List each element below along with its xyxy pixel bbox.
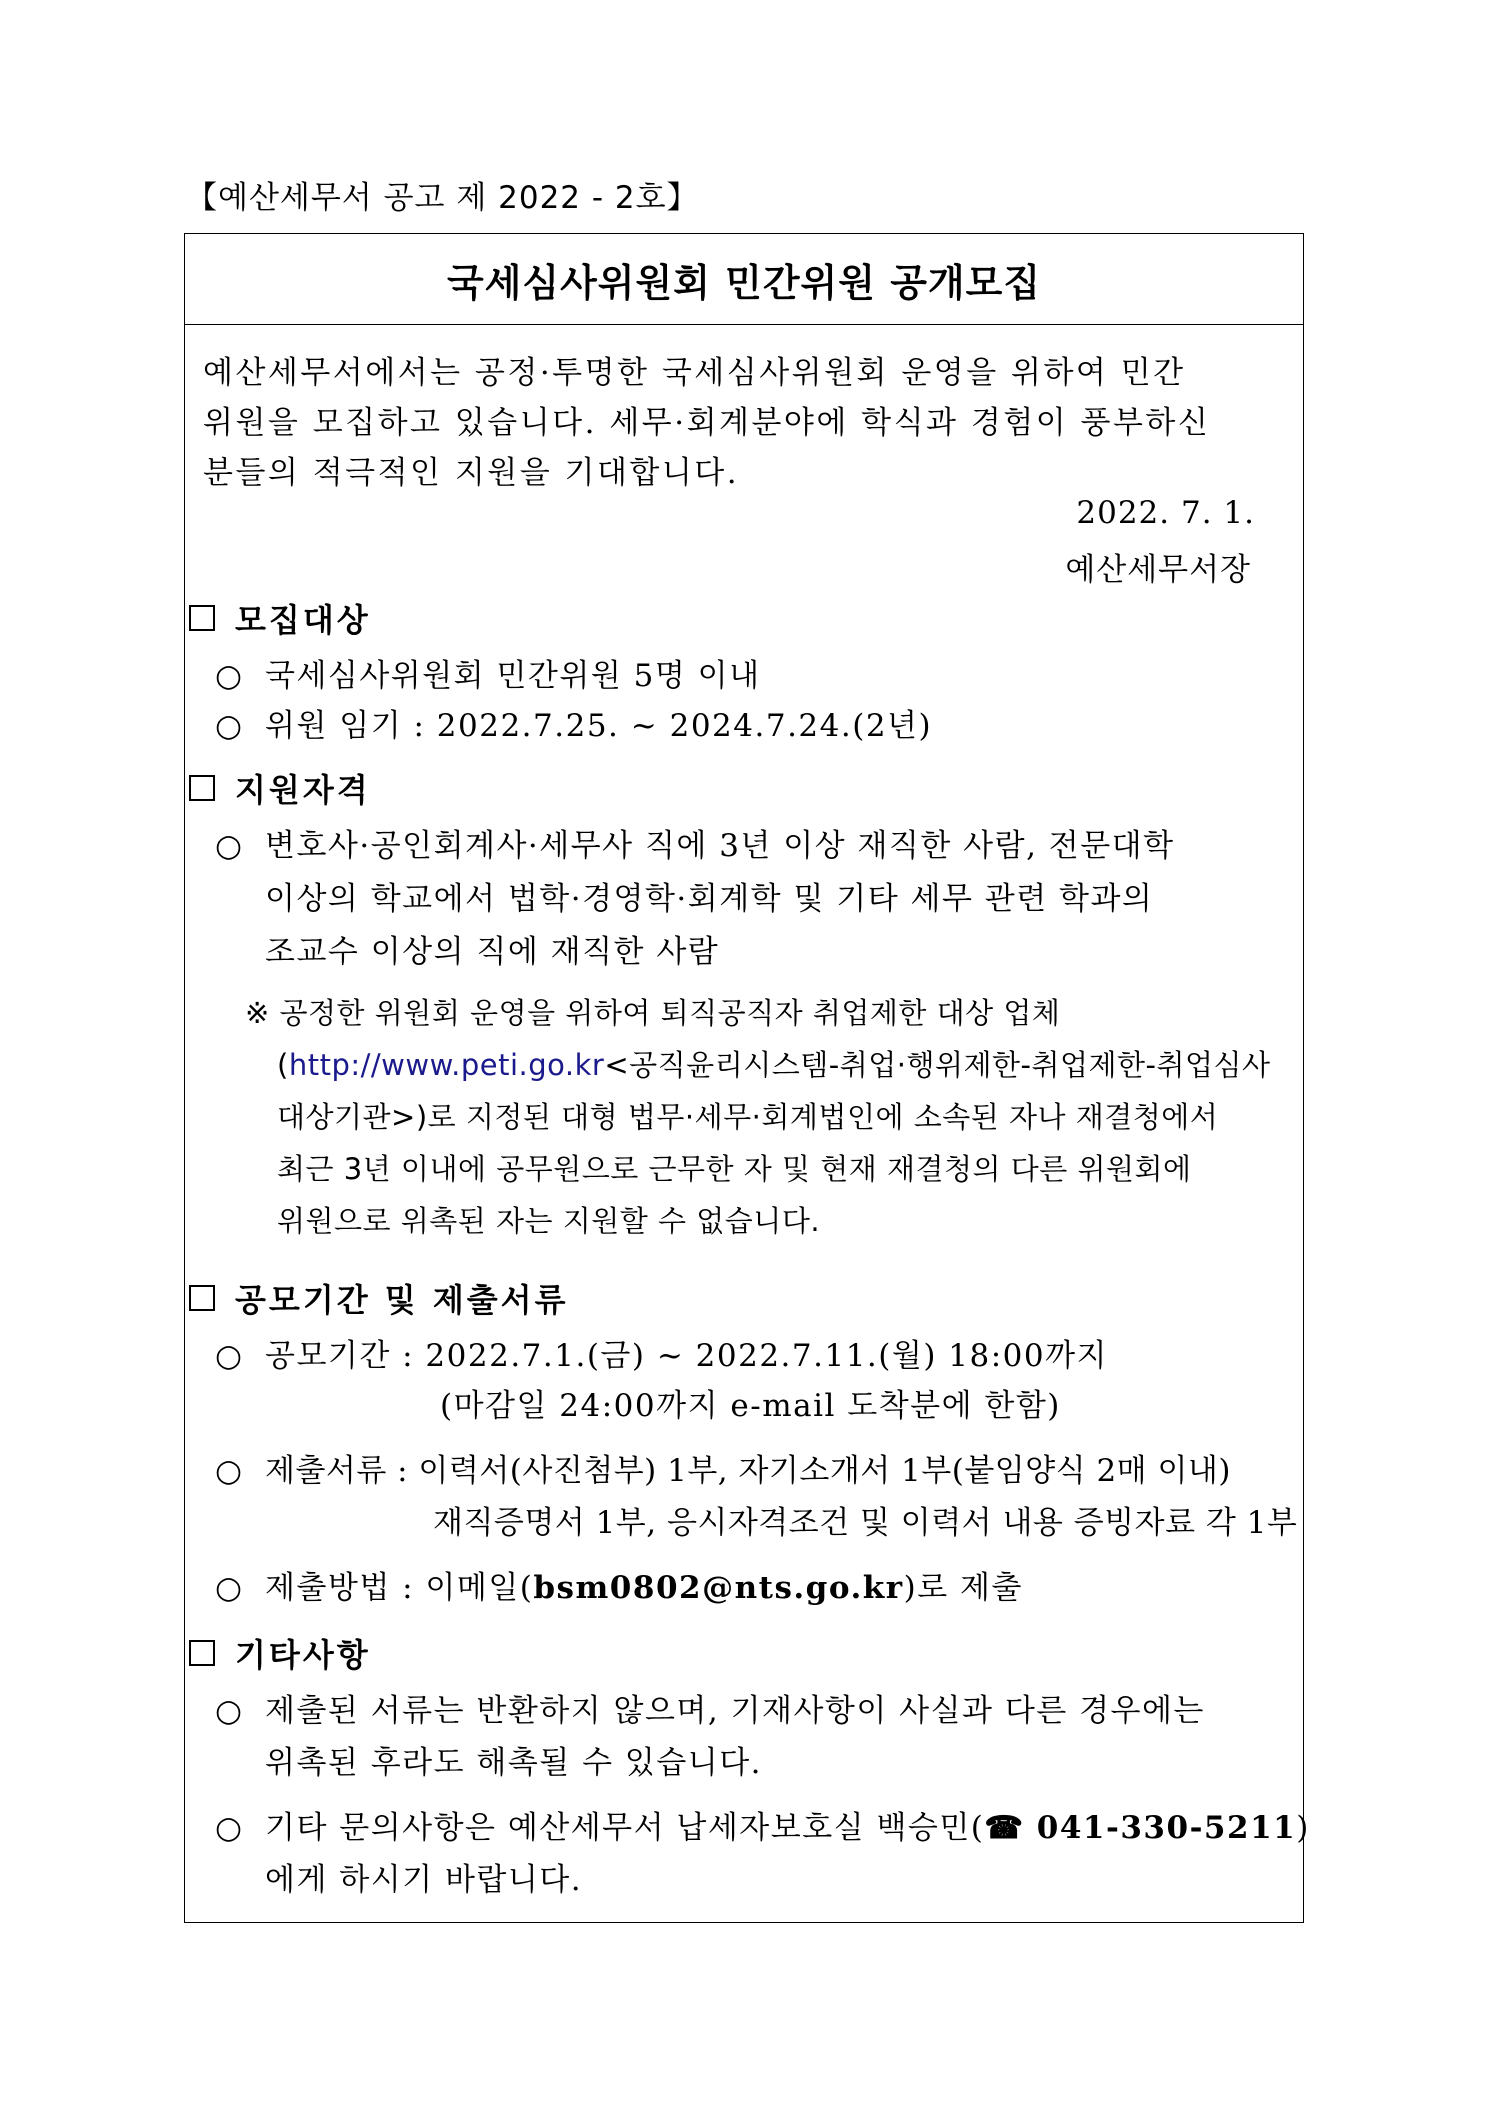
qualification-line-2: 이상의 학교에서 법학·경영학·회계학 및 기타 세무 관련 학과의	[265, 881, 1154, 917]
bullet-icon: ○	[215, 1453, 243, 1489]
bullet-icon: ○	[215, 1693, 244, 1729]
section-heading-etc	[189, 1630, 371, 1676]
note-line-5: 위원으로 위촉된 자는 지원할 수 없습니다.	[277, 1204, 821, 1238]
bullet-icon: ○	[215, 1338, 244, 1374]
section-heading-text: 모집대상	[235, 601, 371, 639]
checkbox-square-icon	[189, 775, 215, 801]
title-row	[185, 234, 1303, 325]
peti-link[interactable]: http://www.peti.go.kr	[288, 1048, 605, 1082]
list-item: ○ 국세심사위원회 민간위원 5명 이내	[215, 658, 761, 694]
note-line-2: (http://www.peti.go.kr<공직윤리시스템-취업·행위제한-취업제한-취업심사	[277, 1048, 1271, 1082]
note-line-4: 최근 3년 이내에 공무원으로 근무한 자 및 현재 재결청의 다른 위원회에	[277, 1152, 1192, 1186]
notice-frame	[184, 233, 1310, 1923]
notice-date: 2022. 7. 1.	[1076, 495, 1255, 531]
section-heading-period	[189, 1275, 569, 1321]
issuer: 예산세무서장	[1065, 552, 1251, 588]
period-line-2: (마감일 24:00까지 e-mail 도착분에 한함)	[440, 1388, 1061, 1424]
reference-mark-icon: ※	[245, 996, 270, 1030]
qualification-line-3: 조교수 이상의 직에 재직한 사람	[265, 934, 720, 970]
email-link[interactable]: bsm0802@nts.go.kr	[533, 1570, 904, 1606]
intro-line-2: 위원을 모집하고 있습니다. 세무·회계분야에 학식과 경험이 풍부하신	[203, 405, 1211, 441]
notice-number: 【예산세무서 공고 제 2022 - 2호】	[186, 180, 699, 216]
bullet-icon: ○	[215, 1810, 244, 1846]
checkbox-square-icon	[189, 1285, 215, 1311]
section-heading-qualification	[189, 765, 371, 811]
note-line-3: 대상기관>)로 지정된 대형 법무·세무·회계법인에 소속된 자나 재결청에서	[277, 1100, 1219, 1134]
note-line-1: ※ 공정한 위원회 운영을 위하여 퇴직공직자 취업제한 대상 업체	[245, 996, 1061, 1030]
bullet-icon: ○	[215, 1570, 244, 1606]
etc-line-3: ○ 기타 문의사항은 예산세무서 납세자보호실 백승민(☎ 041-330-5211)	[215, 1810, 1310, 1846]
bullet-icon: ○	[215, 828, 244, 864]
section-heading-text: 기타사항	[235, 1636, 371, 1674]
docs-line-1: ○ 제출서류 : 이력서(사진첨부) 1부, 자기소개서 1부(붙임양식 2매 이내)	[215, 1453, 1231, 1489]
period-line-1: ○ 공모기간 : 2022.7.1.(금) ~ 2022.7.11.(월) 18:00까지	[215, 1338, 1108, 1374]
section-heading-text: 공모기간 및 제출서류	[235, 1281, 569, 1319]
method-line: ○ 제출방법 : 이메일(bsm0802@nts.go.kr)로 제출	[215, 1570, 1023, 1606]
docs-line-2: 재직증명서 1부, 응시자격조건 및 이력서 내용 증빙자료 각 1부	[433, 1505, 1298, 1541]
etc-line-1: ○ 제출된 서류는 반환하지 않으며, 기재사항이 사실과 다른 경우에는	[215, 1693, 1205, 1729]
etc-line-2: 위촉된 후라도 해촉될 수 있습니다.	[265, 1745, 763, 1781]
list-item: ○ 위원 임기 : 2022.7.25. ~ 2024.7.24.(2년)	[215, 708, 933, 744]
notice-title: 국세심사위원회 민간위원 공개모집	[446, 260, 1042, 305]
section-heading-text: 지원자격	[235, 771, 371, 809]
qualification-line-1: ○ 변호사·공인회계사·세무사 직에 3년 이상 재직한 사람, 전문대학	[215, 828, 1175, 864]
intro-line-3: 분들의 적극적인 지원을 기대합니다.	[203, 455, 740, 491]
phone-number: ☎ 041-330-5211	[984, 1810, 1297, 1846]
checkbox-square-icon	[189, 605, 215, 631]
checkbox-square-icon	[189, 1640, 215, 1666]
section-heading-target	[189, 595, 371, 641]
bullet-icon: ○	[215, 708, 244, 744]
etc-line-4: 에게 하시기 바랍니다.	[265, 1862, 583, 1898]
intro-line-1: 예산세무서에서는 공정·투명한 국세심사위원회 운영을 위하여 민간	[203, 355, 1186, 391]
bullet-icon: ○	[215, 658, 244, 694]
